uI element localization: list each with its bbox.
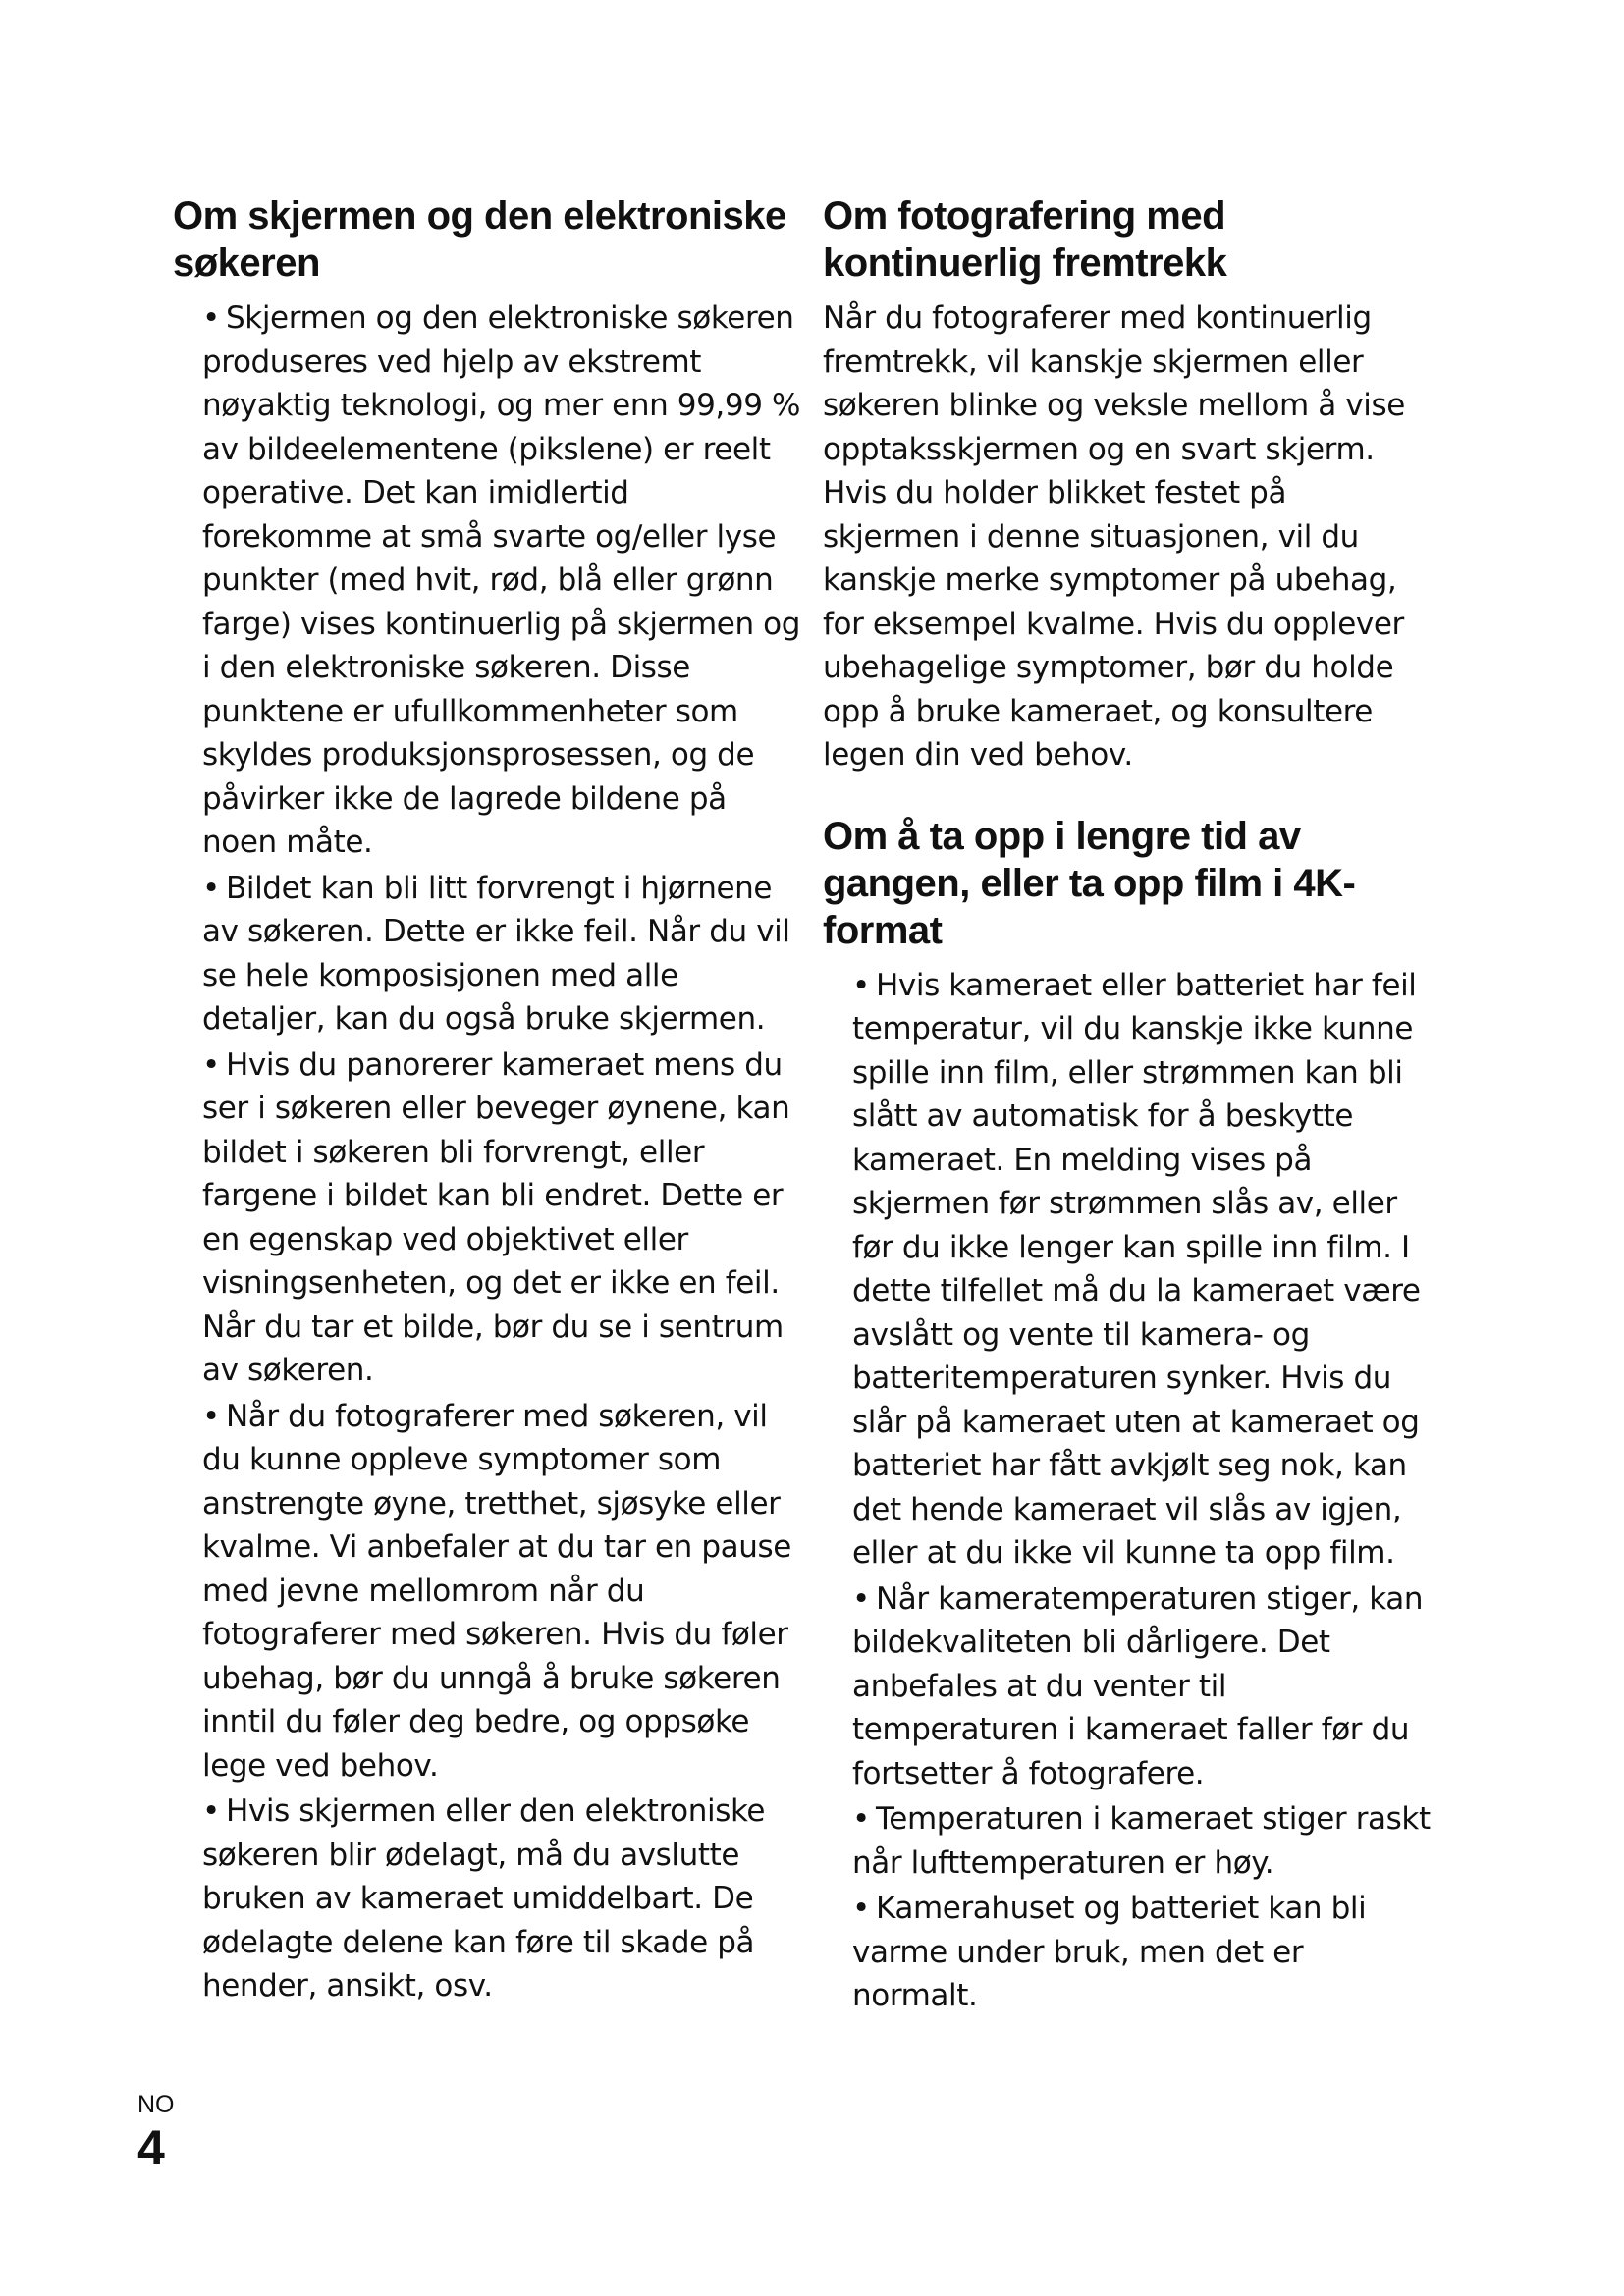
list-item (852, 1797, 1432, 1885)
bullet-text: Kamerahuset og batteriet kan bli varme under bruk, men det er normalt. (852, 1891, 1367, 2013)
page-footer (137, 2091, 175, 2175)
list-item (852, 964, 1432, 1575)
bullet-glyph: • (202, 300, 220, 336)
bullet-list (823, 964, 1432, 2018)
bullet-text: Hvis kameraet eller batteriet har feil temperatur, vil du kanskje ikke kunne spille inn film, eller strømmen kan bli slått av automatisk for å beskytte kameraet. En melding vises på skjermen før strømmen slås av, eller før du ikke lenger kan spille inn film. I dette tilfellet må du la kameraet være avslått og vente til kamera- og batteritemperaturen synker. Hvis du slår på kameraet uten at kameraet og batteriet har fått avkjølt seg nok, kan det hende kameraet vil slås av igjen, eller at du ikke vil kunne ta opp film. (852, 967, 1421, 1571)
list-item (202, 1789, 801, 2008)
list-item (202, 1395, 801, 1789)
page-number: 4 (137, 2120, 165, 2175)
bullet-glyph: • (852, 1580, 870, 1617)
bullet-text: Skjermen og den elektroniske søkeren produseres ved hjelp av ekstremt nøyaktig teknologi, og mer enn 99,99 % av bildeelementene (pikslene) er reelt operative. Det kan imidlertid forekomme at små svarte og/eller lyse punkter (med hvit, rød, blå eller grønn farge) vises kontinuerlig på skjermen og i den elektroniske søkeren. Disse punktene er ufullkommenheter som skyldes produksjonsprosessen, og de påvirker ikke de lagrede bildene på noen måte. (202, 300, 801, 860)
bullet-glyph: • (852, 967, 870, 1003)
bullet-text: Temperaturen i kameraet stiger raskt når lufttemperaturen er høy. (852, 1801, 1431, 1881)
bullet-glyph: • (852, 1891, 870, 1926)
list-item (852, 1887, 1432, 2018)
bullet-glyph: • (202, 870, 220, 906)
bullet-text: Når kameratemperaturen stiger, kan bildekvaliteten bli dårligere. Det anbefales at du venter til temperaturen i kameraet faller før du fortsetter å fotografere. (852, 1580, 1424, 1791)
section-heading-continuous-shooting: Om fotografering med kontinuerlig fremtrekk (823, 194, 1227, 285)
bullet-text: Hvis skjermen eller den elektroniske søkeren blir ødelagt, må du avslutte bruken av kameraet umiddelbart. De ødelagte delene kan føre til skade på hender, ansikt, osv. (202, 1793, 766, 2003)
body-paragraph: Når du fotograferer med kontinuerlig fremtrekk, vil kanskje skjermen eller søkeren blinke og veksle mellom å vise opptaksskjermen og en svart skjerm. Hvis du holder blikket festet på skjermen i denne situasjonen, vil du kanskje merke symptomer på ubehag, for eksempel kvalme. Hvis du opplever ubehagelige symptomer, bør du holde opp å bruke kameraet, og konsultere legen din ved behov. (823, 300, 1405, 773)
right-column (823, 192, 1432, 2020)
left-column (173, 192, 801, 2010)
language-code: NO (137, 2091, 175, 2118)
bullet-glyph: • (202, 1398, 220, 1434)
bullet-text: Når du fotograferer med søkeren, vil du kunne oppleve symptomer som anstrengte øyne, tretthet, sjøsyke eller kvalme. Vi anbefaler at du tar en pause med jevne mellomrom når du fotograferer med søkeren. Hvis du føler ubehag, bør du unngå å bruke søkeren inntil du føler deg bedre, og oppsøke lege ved behov. (202, 1398, 791, 1784)
list-item (202, 1043, 801, 1393)
list-item (202, 296, 801, 865)
bullet-list (173, 296, 801, 2008)
bullet-text: Hvis du panorerer kameraet mens du ser i søkeren eller beveger øynene, kan bildet i søkeren bli forvrengt, eller fargene i bildet kan bli endret. Dette er en egenskap ved objektivet eller visningsenheten, og det er ikke en feil. Når du tar et bilde, bør du se i sentrum av søkeren. (202, 1046, 790, 1388)
list-item (852, 1577, 1432, 1796)
section-heading-screen-viewfinder: Om skjermen og den elektroniske søkeren (173, 194, 786, 285)
bullet-glyph: • (202, 1793, 220, 1829)
list-item (202, 867, 801, 1041)
bullet-glyph: • (852, 1801, 870, 1837)
bullet-text: Bildet kan bli litt forvrengt i hjørnene av søkeren. Dette er ikke feil. Når du vil se hele komposisjonen med alle detaljer, kan du også bruke skjermen. (202, 870, 790, 1037)
bullet-glyph: • (202, 1046, 220, 1083)
section-heading-long-recording-4k: Om å ta opp i lengre tid av gangen, eller ta opp film i 4K-format (823, 814, 1356, 952)
